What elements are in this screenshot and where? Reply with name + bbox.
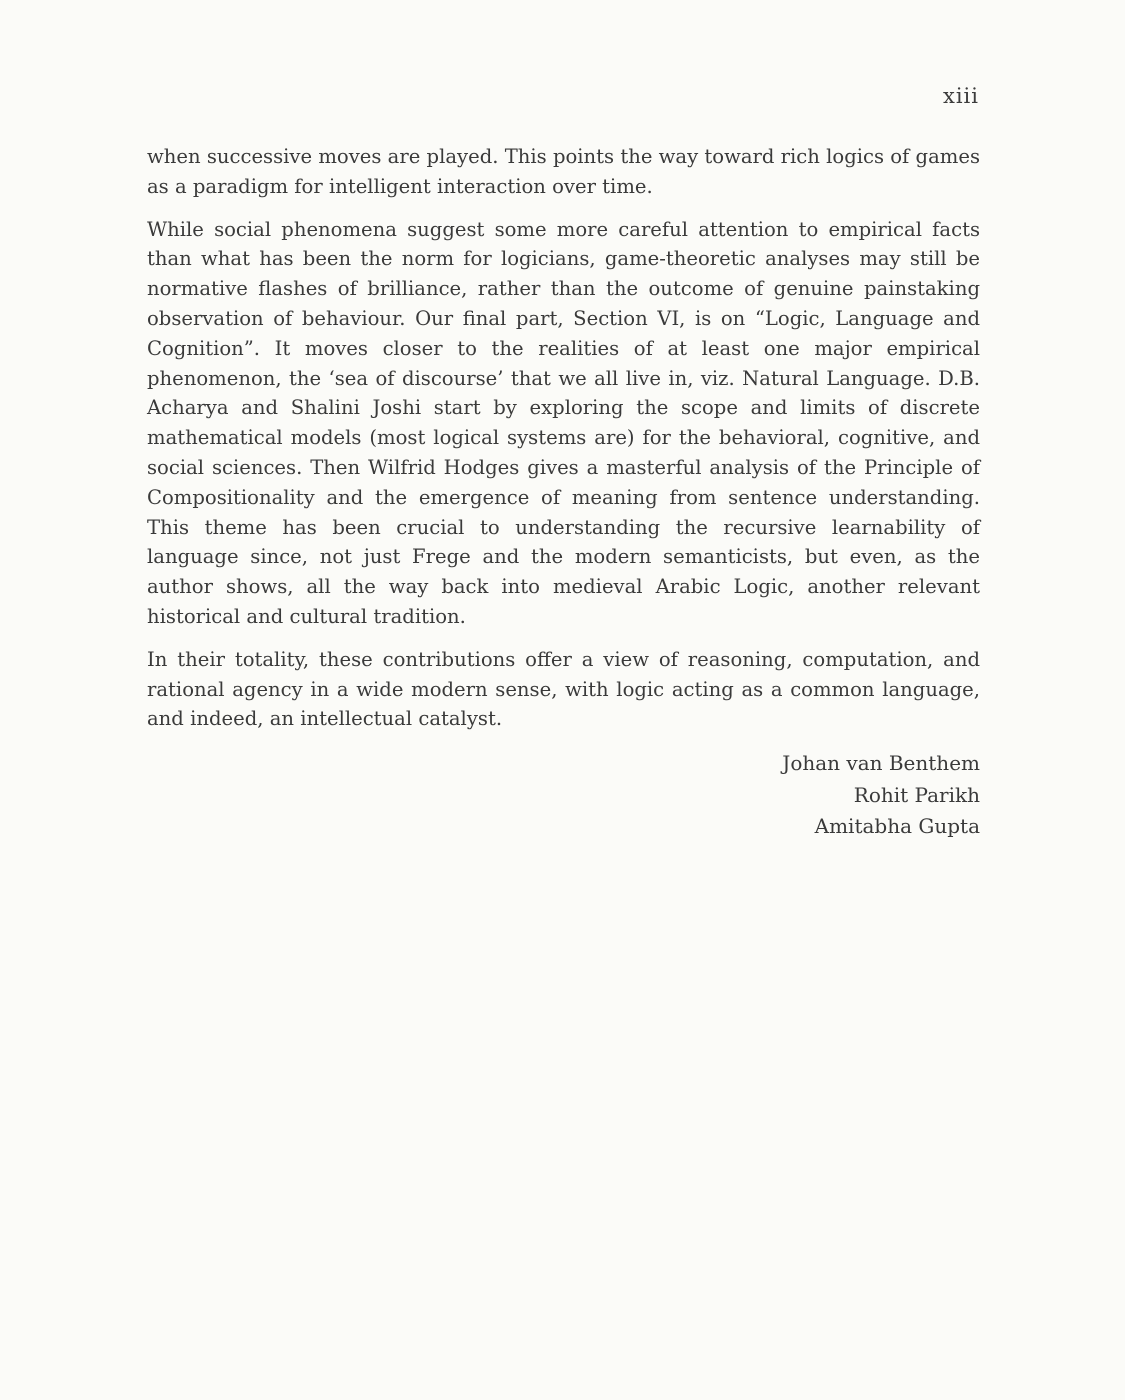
paragraph-games-continuation: when successive moves are played. This points the way toward rich logics of games as a paradigm for intelligent interaction over time. [147,145,980,198]
signature-van-benthem: Johan van Benthem [782,751,980,775]
editor-signatures [782,748,980,843]
paragraph-conclusion: In their totality, these contributions offer a view of reasoning, computation, and rational agency in a wide modern sense, with logic acting as a common language, and indeed, an intellectual catalyst. [147,647,980,731]
page-number: xiii [943,84,979,108]
signature-gupta: Amitabha Gupta [814,814,980,838]
body-text [147,142,980,747]
paragraph-section-vi: While social phenomena suggest some more careful attention to empirical facts than what has been the norm for logicians, game-theoretic analyses may still be normative flashes of brilliance, rather than the outcome of genuine painstaking observation of behaviour. Our final part, Section VI, is on “Logic, Language and Cognition”. It moves closer to the realities of at least one major empirical phenomenon, the ‘sea of discourse’ that we all live in, viz. Natural Language. D.B. Acharya and Shalini Joshi start by exploring the scope and limits of discrete mathematical models (most logical systems are) for the behavioral, cognitive, and social sciences. Then Wilfrid Hodges gives a masterful analysis of the Principle of Compositionality and the emergence of meaning from sentence understanding. This theme has been crucial to understanding the recursive learnability of language since, not just Frege and the modern semanticists, but even, as the author shows, all the way back into medieval Arabic Logic, another relevant historical and cultural tradition. [147,217,980,628]
signature-parikh: Rohit Parikh [853,782,980,807]
